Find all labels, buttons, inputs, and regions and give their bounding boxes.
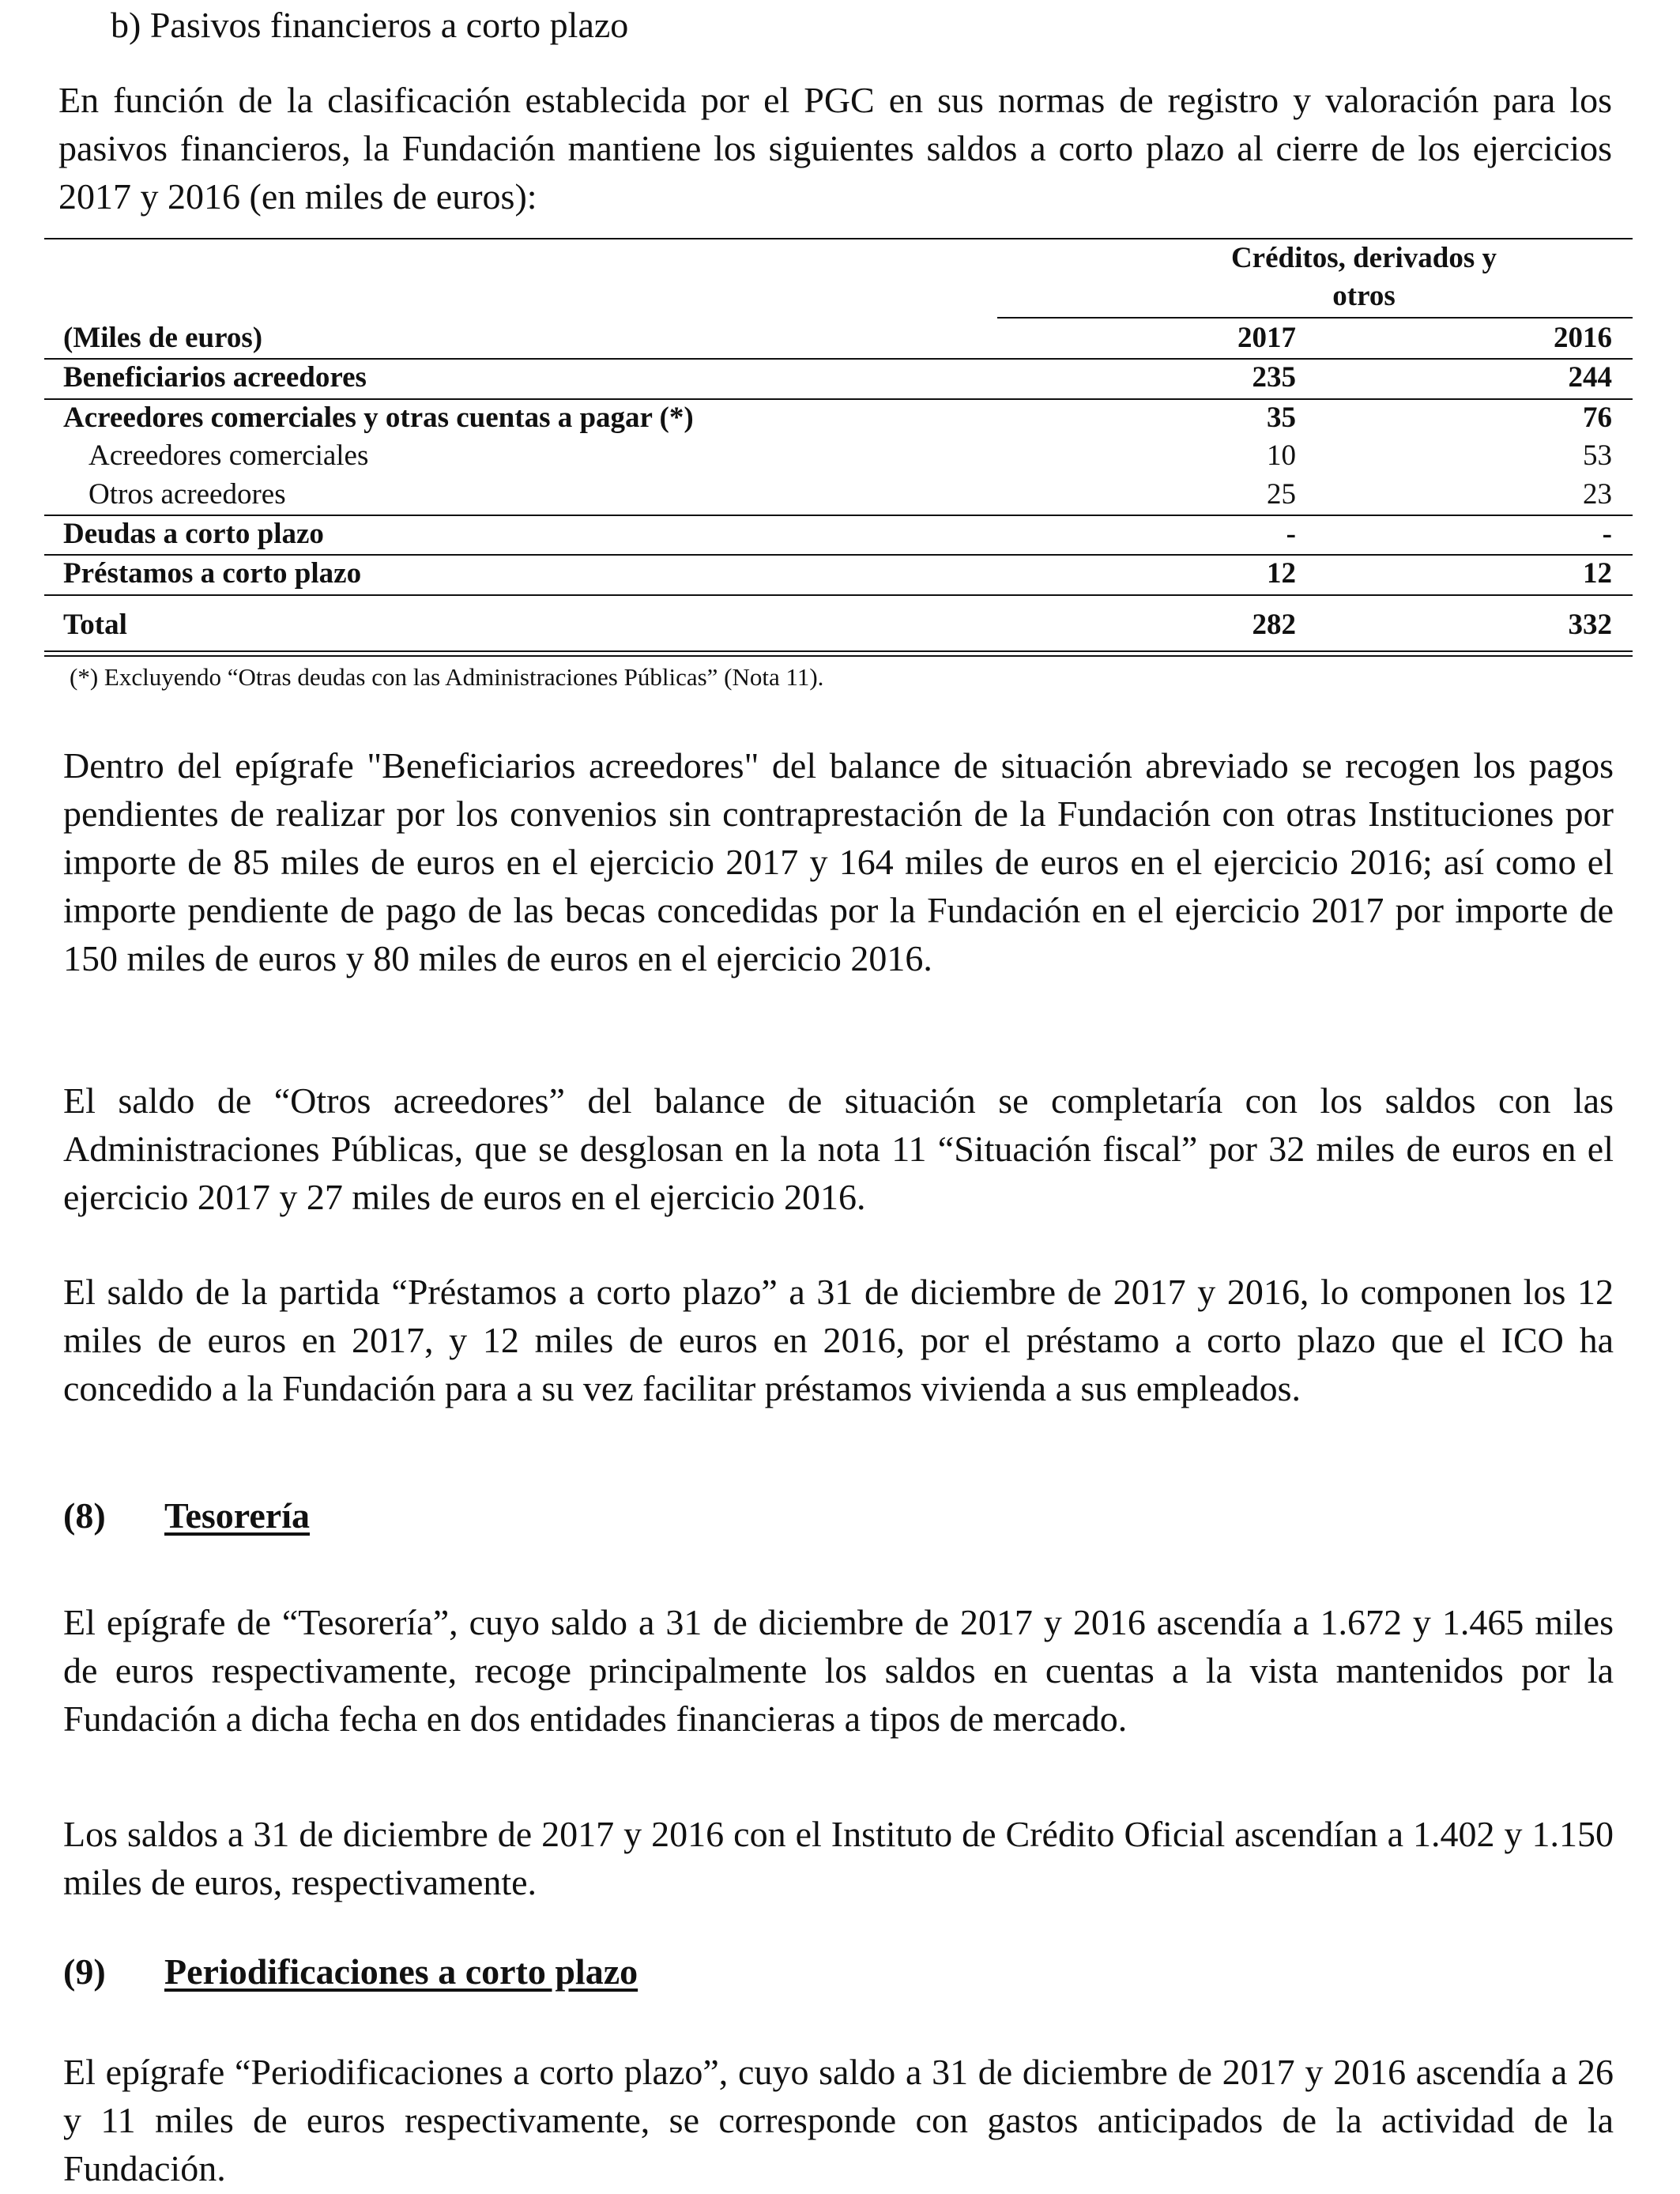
total-double-rule-top (44, 650, 1633, 652)
column-group-header-line1: Créditos, derivados y (1230, 242, 1497, 274)
table-row-label: Deudas a corto plazo (63, 518, 324, 550)
table-cell-2017: 12 (1267, 557, 1296, 590)
table-row-label: Otros acreedores (89, 478, 286, 511)
column-header-2017: 2017 (1237, 322, 1296, 354)
table-cell-2016: 76 (1583, 401, 1612, 434)
table-cell-2016: 244 (1568, 361, 1612, 394)
table-footnote: (*) Excluyendo “Otras deudas con las Administraciones Públicas” (Nota 11). (70, 663, 824, 691)
table-cell-2017: 35 (1267, 401, 1296, 434)
group-header-rule (997, 317, 1633, 319)
row-rule (44, 594, 1633, 596)
body-paragraph: Dentro del epígrafe "Beneficiarios acreedores" del balance de situación abreviado se recogen los pagos pendientes de realizar por los convenios sin contraprestación de la Fundación con otras Instituciones por importe de 85 miles de euros en el ejercicio 2017 y 164 miles de euros en el ejercicio 2016; así como el importe pendiente de pago de las becas concedidas por la Fundación en el ejercicio 2017 por importe de 150 miles de euros y 80 miles de euros en el ejercicio 2016. (63, 745, 1614, 978)
table-cell-2016: 53 (1583, 439, 1612, 472)
section-heading-periodificaciones (63, 1948, 638, 1996)
table-cell-2017: 235 (1252, 361, 1296, 394)
total-double-rule-bottom (44, 655, 1633, 657)
column-group-header-line2: otros (1332, 280, 1396, 312)
body-paragraph: El epígrafe “Periodificaciones a corto plazo”, cuyo saldo a 31 de diciembre de 2017 y 2016 ascendía a 26 y 11 miles de euros respectivamente, se corresponde con gastos anticipados de la actividad de la Fundación. (63, 2052, 1614, 2188)
body-paragraph: El epígrafe de “Tesorería”, cuyo saldo a 31 de diciembre de 2017 y 2016 ascendía a 1.672 y 1.465 miles de euros respectivamente, recoge principalmente los saldos en cuentas a la vista mantenidos por la Fundación a dicha fecha en dos entidades financieras a tipos de mercado. (63, 1602, 1614, 1739)
section-number: (9) (63, 1951, 106, 1992)
body-paragraph: El saldo de “Otros acreedores” del balance de situación se completaría con los saldos con las Administraciones Públicas, que se desglosan en la nota 11 “Situación fiscal” por 32 miles de euros en el ejercicio 2017 y 27 miles de euros en el ejercicio 2016. (63, 1080, 1614, 1217)
section-heading-tesoreria (63, 1492, 310, 1540)
table-row-label: Acreedores comerciales (89, 439, 369, 472)
table-row-label: Acreedores comerciales y otras cuentas a pagar (*) (63, 401, 694, 434)
table-total-2017: 282 (1252, 609, 1296, 641)
table-cell-2017: 10 (1267, 439, 1296, 472)
table-total-2016: 332 (1568, 609, 1612, 641)
section-number: (8) (63, 1495, 106, 1536)
table-row-label: Beneficiarios acreedores (63, 361, 367, 394)
section-title: Tesorería (164, 1495, 310, 1536)
intro-paragraph: En función de la clasificación establecida por el PGC en sus normas de registro y valoración para los pasivos financieros, la Fundación mantiene los siguientes saldos a corto plazo al cierre de los ejercicios 2017 y 2016 (en miles de euros): (58, 80, 1612, 217)
table-cell-2016: 23 (1583, 478, 1612, 511)
column-group-header (1135, 239, 1593, 315)
table-cell-2017: - (1286, 518, 1296, 550)
column-header-2016: 2016 (1554, 322, 1612, 354)
liabilities-table (44, 238, 1633, 649)
section-title: Periodificaciones a corto plazo (164, 1951, 638, 1992)
table-row-label: Préstamos a corto plazo (63, 557, 362, 590)
table-cell-2017: 25 (1267, 478, 1296, 511)
table-cell-2016: 12 (1583, 557, 1612, 590)
body-paragraph: El saldo de la partida “Préstamos a corto plazo” a 31 de diciembre de 2017 y 2016, lo componen los 12 miles de euros en 2017, y 12 miles de euros en 2016, por el préstamo a corto plazo que el ICO ha concedido a la Fundación para a su vez facilitar préstamos vivienda a sus empleados. (63, 1272, 1614, 1408)
table-total-label: Total (63, 609, 127, 641)
body-paragraph: Los saldos a 31 de diciembre de 2017 y 2016 con el Instituto de Crédito Oficial ascendían a 1.402 y 1.150 miles de euros, respectivamente. (63, 1814, 1614, 1902)
units-label: (Miles de euros) (63, 322, 263, 354)
table-cell-2016: - (1602, 518, 1612, 550)
subsection-heading: b) Pasivos financieros a corto plazo (111, 5, 629, 45)
